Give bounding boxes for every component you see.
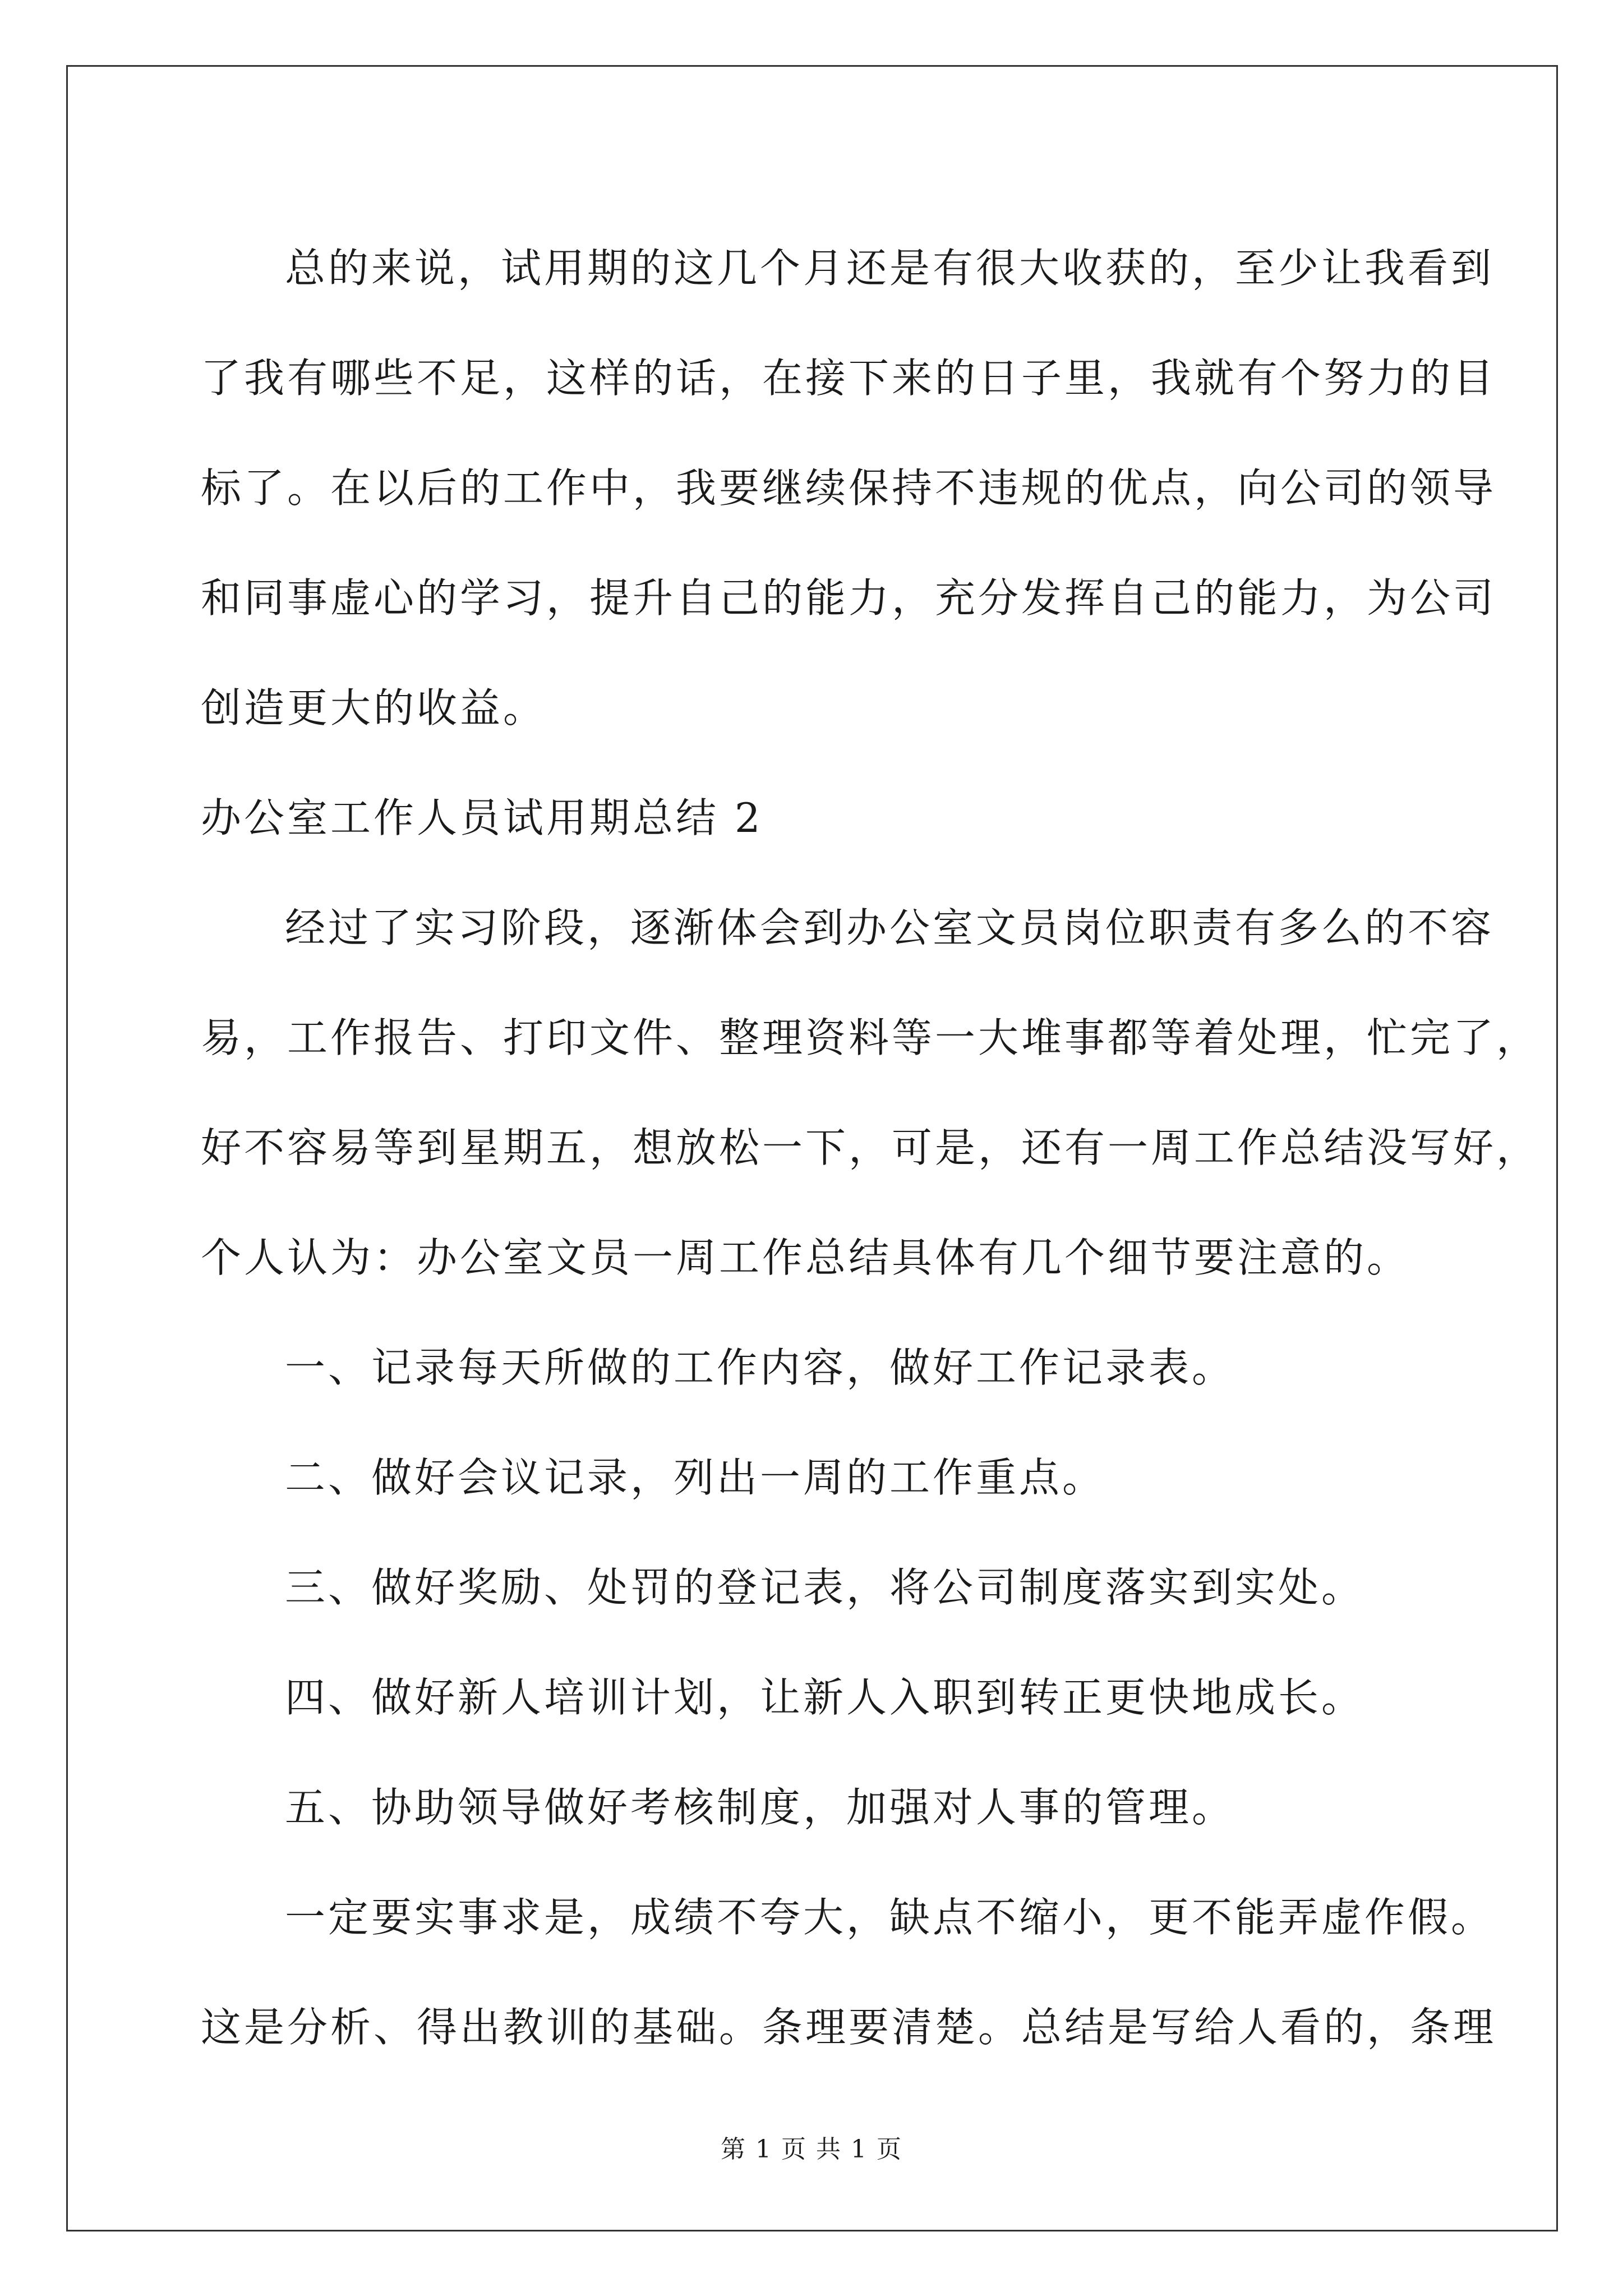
paragraph-line: 了我有哪些不足，这样的话，在接下来的日子里，我就有个努力的目 (201, 355, 1497, 402)
list-item: 一、记录每天所做的工作内容，做好工作记录表。 (285, 1344, 1235, 1391)
list-item: 三、做好奖励、处罚的登记表，将公司制度落实到实处。 (285, 1564, 1365, 1611)
section-heading: 办公室工作人员试用期总结 2 (201, 794, 763, 841)
paragraph-line: 一定要实事求是，成绩不夸大，缺点不缩小，更不能弄虚作假。 (285, 1894, 1495, 1941)
paragraph-line: 这是分析、得出教训的基础。条理要清楚。总结是写给人看的，条理 (201, 2004, 1497, 2051)
paragraph-line: 经过了实习阶段，逐渐体会到办公室文员岗位职责有多么的不容 (285, 904, 1495, 951)
paragraph-line: 易，工作报告、打印文件、整理资料等一大堆事都等着处理，忙完了， (201, 1014, 1540, 1061)
document-body (201, 213, 1540, 2082)
paragraph-line: 创造更大的收益。 (201, 684, 547, 731)
list-item: 四、做好新人培训计划，让新人入职到转正更快地成长。 (285, 1674, 1365, 1721)
paragraph-line: 标了。在以后的工作中，我要继续保持不违规的优点，向公司的领导 (201, 464, 1497, 512)
paragraph-line: 个人认为：办公室文员一周工作总结具体有几个细节要注意的。 (201, 1234, 1410, 1281)
page-number: 第 1 页 共 1 页 (721, 2135, 902, 2164)
paragraph-line: 总的来说，试用期的这几个月还是有很大收获的，至少让我看到 (285, 245, 1495, 292)
paragraph-line: 和同事虚心的学习，提升自己的能力，充分发挥自己的能力，为公司 (201, 574, 1497, 622)
paragraph-line: 好不容易等到星期五，想放松一下，可是，还有一周工作总结没写好， (201, 1124, 1540, 1171)
list-item: 五、协助领导做好考核制度，加强对人事的管理。 (285, 1784, 1235, 1831)
list-item: 二、做好会议记录，列出一周的工作重点。 (285, 1454, 1106, 1501)
